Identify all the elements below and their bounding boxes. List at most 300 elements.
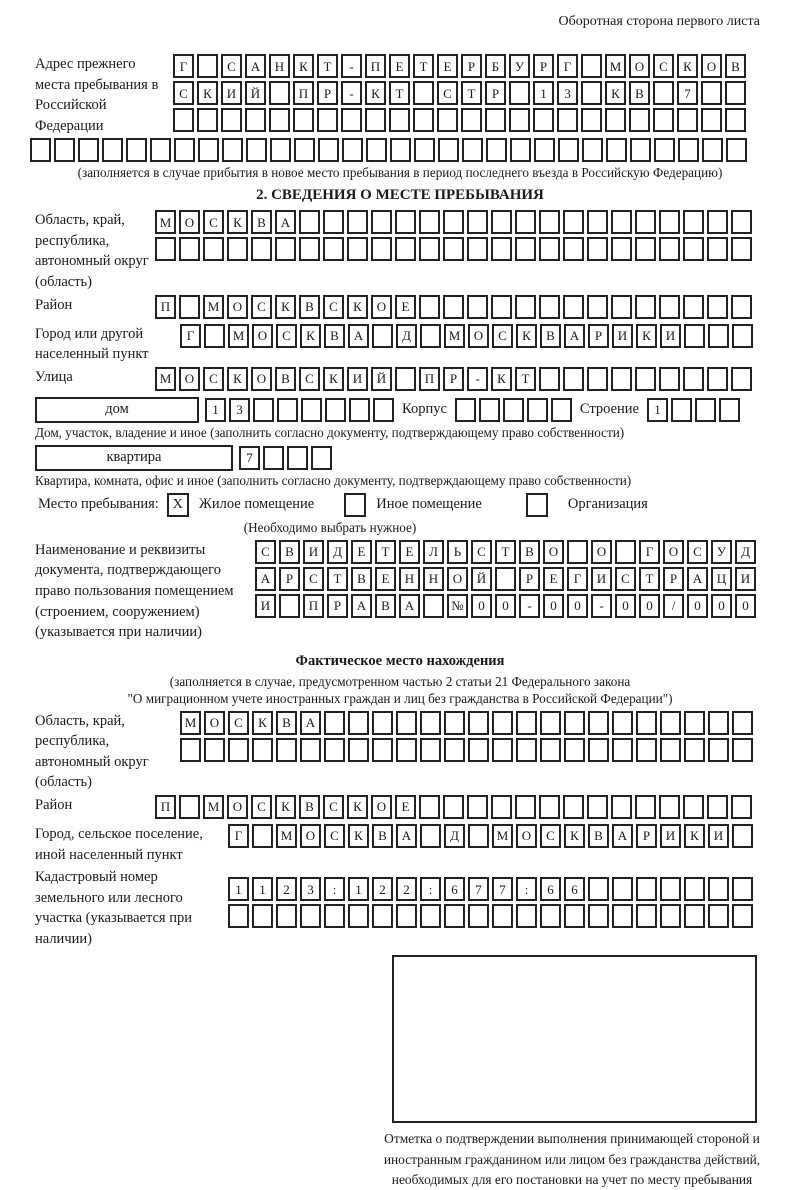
char-cell[interactable]: С (492, 324, 513, 348)
char-cell[interactable] (443, 237, 464, 261)
char-cell[interactable] (324, 711, 345, 735)
char-cell[interactable] (347, 210, 368, 234)
char-cell[interactable] (563, 795, 584, 819)
char-cell[interactable] (684, 904, 705, 928)
char-cell[interactable]: № (447, 594, 468, 618)
char-cell[interactable] (660, 877, 681, 901)
char-cell[interactable] (731, 295, 752, 319)
char-cell[interactable]: 1 (252, 877, 273, 901)
char-cell[interactable] (540, 738, 561, 762)
char-cell[interactable]: Р (519, 567, 540, 591)
char-cell[interactable]: С (687, 540, 708, 564)
char-cell[interactable]: К (677, 54, 698, 78)
char-cell[interactable] (581, 81, 602, 105)
char-cell[interactable] (701, 108, 722, 132)
char-cell[interactable] (606, 138, 627, 162)
char-cell[interactable] (269, 81, 290, 105)
char-cell[interactable] (179, 237, 200, 261)
char-cell[interactable] (510, 138, 531, 162)
char-cell[interactable] (462, 138, 483, 162)
char-cell[interactable] (373, 398, 394, 422)
char-cell[interactable] (611, 210, 632, 234)
char-cell[interactable] (491, 795, 512, 819)
char-cell[interactable] (276, 738, 297, 762)
char-cell[interactable] (443, 295, 464, 319)
char-cell[interactable]: : (516, 877, 537, 901)
char-cell[interactable]: П (303, 594, 324, 618)
char-cell[interactable]: У (509, 54, 530, 78)
char-cell[interactable] (732, 738, 753, 762)
char-cell[interactable]: Р (663, 567, 684, 591)
char-cell[interactable] (420, 711, 441, 735)
char-cell[interactable]: Д (396, 324, 417, 348)
char-cell[interactable] (126, 138, 147, 162)
char-cell[interactable]: 7 (468, 877, 489, 901)
char-cell[interactable] (299, 210, 320, 234)
char-cell[interactable] (251, 237, 272, 261)
char-cell[interactable] (444, 904, 465, 928)
char-cell[interactable] (539, 295, 560, 319)
char-cell[interactable]: Д (735, 540, 756, 564)
char-cell[interactable] (228, 904, 249, 928)
char-cell[interactable] (467, 795, 488, 819)
char-cell[interactable]: О (179, 367, 200, 391)
char-cell[interactable]: Л (423, 540, 444, 564)
char-cell[interactable]: К (300, 324, 321, 348)
char-cell[interactable]: : (324, 877, 345, 901)
char-cell[interactable] (707, 237, 728, 261)
char-cell[interactable] (615, 540, 636, 564)
char-cell[interactable] (222, 138, 243, 162)
char-cell[interactable]: С (255, 540, 276, 564)
char-cell[interactable]: В (276, 711, 297, 735)
char-cell[interactable]: С (228, 711, 249, 735)
char-cell[interactable] (324, 904, 345, 928)
char-cell[interactable]: И (347, 367, 368, 391)
char-cell[interactable] (726, 138, 747, 162)
checkbox-inoe-pomeshchenie[interactable] (344, 493, 366, 517)
char-cell[interactable] (557, 108, 578, 132)
char-cell[interactable] (659, 295, 680, 319)
char-cell[interactable] (54, 138, 75, 162)
char-cell[interactable] (492, 904, 513, 928)
char-cell[interactable] (468, 738, 489, 762)
char-cell[interactable] (419, 210, 440, 234)
char-cell[interactable] (653, 81, 674, 105)
char-cell[interactable] (684, 738, 705, 762)
char-cell[interactable]: 7 (239, 446, 260, 470)
char-cell[interactable] (540, 904, 561, 928)
char-cell[interactable]: С (203, 367, 224, 391)
char-cell[interactable]: С (203, 210, 224, 234)
char-cell[interactable] (659, 210, 680, 234)
char-cell[interactable]: С (173, 81, 194, 105)
char-cell[interactable] (587, 295, 608, 319)
char-cell[interactable]: 3 (229, 398, 250, 422)
char-cell[interactable] (588, 738, 609, 762)
char-cell[interactable] (683, 367, 704, 391)
char-cell[interactable]: И (660, 824, 681, 848)
char-cell[interactable] (396, 738, 417, 762)
char-cell[interactable] (515, 295, 536, 319)
char-cell[interactable] (323, 237, 344, 261)
char-cell[interactable]: О (516, 824, 537, 848)
char-cell[interactable]: О (371, 795, 392, 819)
char-cell[interactable]: 0 (639, 594, 660, 618)
char-cell[interactable] (324, 738, 345, 762)
char-cell[interactable]: В (372, 824, 393, 848)
char-cell[interactable] (558, 138, 579, 162)
char-cell[interactable]: Т (413, 54, 434, 78)
char-cell[interactable] (515, 210, 536, 234)
char-cell[interactable] (539, 237, 560, 261)
char-cell[interactable] (299, 237, 320, 261)
char-cell[interactable] (437, 108, 458, 132)
char-cell[interactable]: 1 (228, 877, 249, 901)
char-cell[interactable] (731, 367, 752, 391)
char-cell[interactable]: 1 (348, 877, 369, 901)
char-cell[interactable]: Г (228, 824, 249, 848)
char-cell[interactable]: В (324, 324, 345, 348)
char-cell[interactable]: Е (389, 54, 410, 78)
char-cell[interactable] (365, 108, 386, 132)
char-cell[interactable] (612, 877, 633, 901)
char-cell[interactable] (708, 324, 729, 348)
char-cell[interactable]: С (251, 795, 272, 819)
char-cell[interactable] (725, 108, 746, 132)
char-cell[interactable]: В (588, 824, 609, 848)
char-cell[interactable] (371, 237, 392, 261)
char-cell[interactable] (684, 877, 705, 901)
char-cell[interactable]: В (375, 594, 396, 618)
char-cell[interactable]: Г (639, 540, 660, 564)
char-cell[interactable]: Т (461, 81, 482, 105)
char-cell[interactable]: М (180, 711, 201, 735)
char-cell[interactable] (719, 398, 740, 422)
char-cell[interactable] (396, 711, 417, 735)
char-cell[interactable]: О (468, 324, 489, 348)
char-cell[interactable] (636, 904, 657, 928)
char-cell[interactable]: Е (375, 567, 396, 591)
char-cell[interactable]: В (725, 54, 746, 78)
char-cell[interactable]: Т (495, 540, 516, 564)
char-cell[interactable] (636, 738, 657, 762)
char-cell[interactable]: В (299, 795, 320, 819)
char-cell[interactable]: О (300, 824, 321, 848)
char-cell[interactable] (567, 540, 588, 564)
char-cell[interactable] (204, 324, 225, 348)
char-cell[interactable] (695, 398, 716, 422)
char-cell[interactable]: Й (471, 567, 492, 591)
char-cell[interactable] (372, 904, 393, 928)
char-cell[interactable]: И (612, 324, 633, 348)
char-cell[interactable]: О (591, 540, 612, 564)
char-cell[interactable] (467, 295, 488, 319)
char-cell[interactable] (300, 904, 321, 928)
char-cell[interactable]: Р (485, 81, 506, 105)
char-cell[interactable]: Й (245, 81, 266, 105)
char-cell[interactable] (612, 711, 633, 735)
char-cell[interactable] (420, 324, 441, 348)
char-cell[interactable] (414, 138, 435, 162)
char-cell[interactable] (701, 81, 722, 105)
char-cell[interactable]: / (663, 594, 684, 618)
char-cell[interactable] (683, 295, 704, 319)
char-cell[interactable] (372, 711, 393, 735)
char-cell[interactable]: С (303, 567, 324, 591)
char-cell[interactable] (611, 795, 632, 819)
char-cell[interactable]: И (303, 540, 324, 564)
char-cell[interactable] (203, 237, 224, 261)
char-cell[interactable] (509, 108, 530, 132)
char-cell[interactable]: 6 (564, 877, 585, 901)
char-cell[interactable]: 0 (495, 594, 516, 618)
char-cell[interactable]: В (629, 81, 650, 105)
char-cell[interactable] (539, 210, 560, 234)
char-cell[interactable] (660, 711, 681, 735)
char-cell[interactable] (443, 795, 464, 819)
char-cell[interactable] (486, 138, 507, 162)
char-cell[interactable] (179, 795, 200, 819)
char-cell[interactable]: М (492, 824, 513, 848)
char-cell[interactable] (684, 711, 705, 735)
char-cell[interactable]: 0 (471, 594, 492, 618)
char-cell[interactable] (611, 367, 632, 391)
char-cell[interactable]: С (615, 567, 636, 591)
char-cell[interactable]: Б (485, 54, 506, 78)
char-cell[interactable]: - (341, 54, 362, 78)
char-cell[interactable] (659, 367, 680, 391)
char-cell[interactable] (707, 295, 728, 319)
char-cell[interactable] (636, 711, 657, 735)
char-cell[interactable]: П (155, 295, 176, 319)
char-cell[interactable] (587, 237, 608, 261)
char-cell[interactable] (516, 711, 537, 735)
char-cell[interactable] (708, 904, 729, 928)
char-cell[interactable]: В (519, 540, 540, 564)
char-cell[interactable]: 7 (677, 81, 698, 105)
char-cell[interactable] (683, 237, 704, 261)
char-cell[interactable]: А (255, 567, 276, 591)
char-cell[interactable] (564, 738, 585, 762)
char-cell[interactable] (495, 567, 516, 591)
char-cell[interactable] (491, 210, 512, 234)
char-cell[interactable]: К (347, 295, 368, 319)
char-cell[interactable]: - (341, 81, 362, 105)
char-cell[interactable] (605, 108, 626, 132)
char-cell[interactable] (102, 138, 123, 162)
char-cell[interactable]: Г (567, 567, 588, 591)
char-cell[interactable] (341, 108, 362, 132)
char-cell[interactable] (197, 108, 218, 132)
char-cell[interactable] (395, 237, 416, 261)
char-cell[interactable]: А (348, 324, 369, 348)
char-cell[interactable] (198, 138, 219, 162)
char-cell[interactable]: Р (588, 324, 609, 348)
char-cell[interactable] (708, 711, 729, 735)
char-cell[interactable]: 2 (372, 877, 393, 901)
char-cell[interactable] (443, 210, 464, 234)
char-cell[interactable]: О (251, 367, 272, 391)
char-cell[interactable] (246, 138, 267, 162)
char-cell[interactable]: К (275, 795, 296, 819)
char-cell[interactable] (707, 210, 728, 234)
char-cell[interactable] (534, 138, 555, 162)
char-cell[interactable] (612, 738, 633, 762)
char-cell[interactable]: Т (389, 81, 410, 105)
char-cell[interactable] (612, 904, 633, 928)
char-cell[interactable]: Т (327, 567, 348, 591)
char-cell[interactable]: О (227, 795, 248, 819)
char-cell[interactable] (732, 904, 753, 928)
char-cell[interactable]: М (203, 795, 224, 819)
char-cell[interactable]: Г (180, 324, 201, 348)
char-cell[interactable] (515, 237, 536, 261)
char-cell[interactable] (659, 237, 680, 261)
char-cell[interactable] (581, 108, 602, 132)
char-cell[interactable] (707, 367, 728, 391)
char-cell[interactable] (564, 904, 585, 928)
char-cell[interactable]: У (711, 540, 732, 564)
char-cell[interactable] (588, 711, 609, 735)
char-cell[interactable]: К (564, 824, 585, 848)
char-cell[interactable] (461, 108, 482, 132)
char-cell[interactable]: И (660, 324, 681, 348)
char-cell[interactable] (678, 138, 699, 162)
char-cell[interactable] (173, 108, 194, 132)
char-cell[interactable] (252, 904, 273, 928)
char-cell[interactable] (731, 237, 752, 261)
char-cell[interactable] (467, 210, 488, 234)
char-cell[interactable]: С (299, 367, 320, 391)
char-cell[interactable]: Й (371, 367, 392, 391)
char-cell[interactable] (654, 138, 675, 162)
char-cell[interactable] (269, 108, 290, 132)
char-cell[interactable] (503, 398, 524, 422)
char-cell[interactable]: А (687, 567, 708, 591)
char-cell[interactable]: В (275, 367, 296, 391)
char-cell[interactable] (348, 738, 369, 762)
char-cell[interactable]: М (444, 324, 465, 348)
char-cell[interactable] (395, 367, 416, 391)
char-cell[interactable] (509, 81, 530, 105)
char-cell[interactable]: К (323, 367, 344, 391)
char-cell[interactable]: О (227, 295, 248, 319)
char-cell[interactable] (516, 738, 537, 762)
char-cell[interactable] (301, 398, 322, 422)
char-cell[interactable]: К (293, 54, 314, 78)
char-cell[interactable] (347, 237, 368, 261)
char-cell[interactable] (342, 138, 363, 162)
char-cell[interactable]: Е (543, 567, 564, 591)
char-cell[interactable]: С (437, 81, 458, 105)
char-cell[interactable] (635, 367, 656, 391)
char-cell[interactable] (564, 711, 585, 735)
char-cell[interactable] (702, 138, 723, 162)
char-cell[interactable] (155, 237, 176, 261)
char-cell[interactable]: А (300, 711, 321, 735)
char-cell[interactable] (708, 877, 729, 901)
char-cell[interactable] (660, 738, 681, 762)
char-cell[interactable]: М (605, 54, 626, 78)
checkbox-zhiloe-pomeshchenie[interactable]: X (167, 493, 189, 517)
char-cell[interactable] (732, 711, 753, 735)
char-cell[interactable] (635, 237, 656, 261)
char-cell[interactable] (419, 795, 440, 819)
char-cell[interactable] (479, 398, 500, 422)
char-cell[interactable] (444, 738, 465, 762)
char-cell[interactable]: 7 (492, 877, 513, 901)
char-cell[interactable] (420, 824, 441, 848)
char-cell[interactable]: 2 (276, 877, 297, 901)
char-cell[interactable]: С (324, 824, 345, 848)
char-cell[interactable]: А (275, 210, 296, 234)
char-cell[interactable]: К (365, 81, 386, 105)
char-cell[interactable] (252, 824, 273, 848)
char-cell[interactable] (683, 795, 704, 819)
char-cell[interactable] (227, 237, 248, 261)
char-cell[interactable] (563, 295, 584, 319)
char-cell[interactable] (221, 108, 242, 132)
char-cell[interactable]: К (227, 367, 248, 391)
char-cell[interactable] (515, 795, 536, 819)
char-cell[interactable]: К (347, 795, 368, 819)
char-cell[interactable]: О (701, 54, 722, 78)
char-cell[interactable]: 0 (711, 594, 732, 618)
char-cell[interactable] (539, 795, 560, 819)
char-cell[interactable]: А (351, 594, 372, 618)
char-cell[interactable] (228, 738, 249, 762)
char-cell[interactable]: О (252, 324, 273, 348)
char-cell[interactable] (708, 738, 729, 762)
char-cell[interactable] (587, 367, 608, 391)
char-cell[interactable] (311, 446, 332, 470)
char-cell[interactable] (677, 108, 698, 132)
char-cell[interactable]: С (221, 54, 242, 78)
char-cell[interactable] (275, 237, 296, 261)
char-cell[interactable]: И (591, 567, 612, 591)
char-cell[interactable] (468, 824, 489, 848)
char-cell[interactable] (252, 738, 273, 762)
char-cell[interactable] (635, 795, 656, 819)
char-cell[interactable] (413, 81, 434, 105)
char-cell[interactable]: А (564, 324, 585, 348)
char-cell[interactable]: А (399, 594, 420, 618)
char-cell[interactable] (551, 398, 572, 422)
char-cell[interactable] (348, 904, 369, 928)
char-cell[interactable]: В (351, 567, 372, 591)
char-cell[interactable] (197, 54, 218, 78)
char-cell[interactable]: К (636, 324, 657, 348)
char-cell[interactable] (659, 795, 680, 819)
char-cell[interactable]: М (276, 824, 297, 848)
char-cell[interactable]: В (251, 210, 272, 234)
char-cell[interactable] (563, 210, 584, 234)
char-cell[interactable] (395, 210, 416, 234)
char-cell[interactable]: К (348, 824, 369, 848)
char-cell[interactable]: Г (173, 54, 194, 78)
char-cell[interactable] (587, 795, 608, 819)
char-cell[interactable] (485, 108, 506, 132)
char-cell[interactable]: Н (399, 567, 420, 591)
char-cell[interactable]: Р (279, 567, 300, 591)
char-cell[interactable]: : (420, 877, 441, 901)
char-cell[interactable] (732, 324, 753, 348)
char-cell[interactable] (653, 108, 674, 132)
char-cell[interactable] (293, 108, 314, 132)
char-cell[interactable]: - (591, 594, 612, 618)
char-cell[interactable] (413, 108, 434, 132)
